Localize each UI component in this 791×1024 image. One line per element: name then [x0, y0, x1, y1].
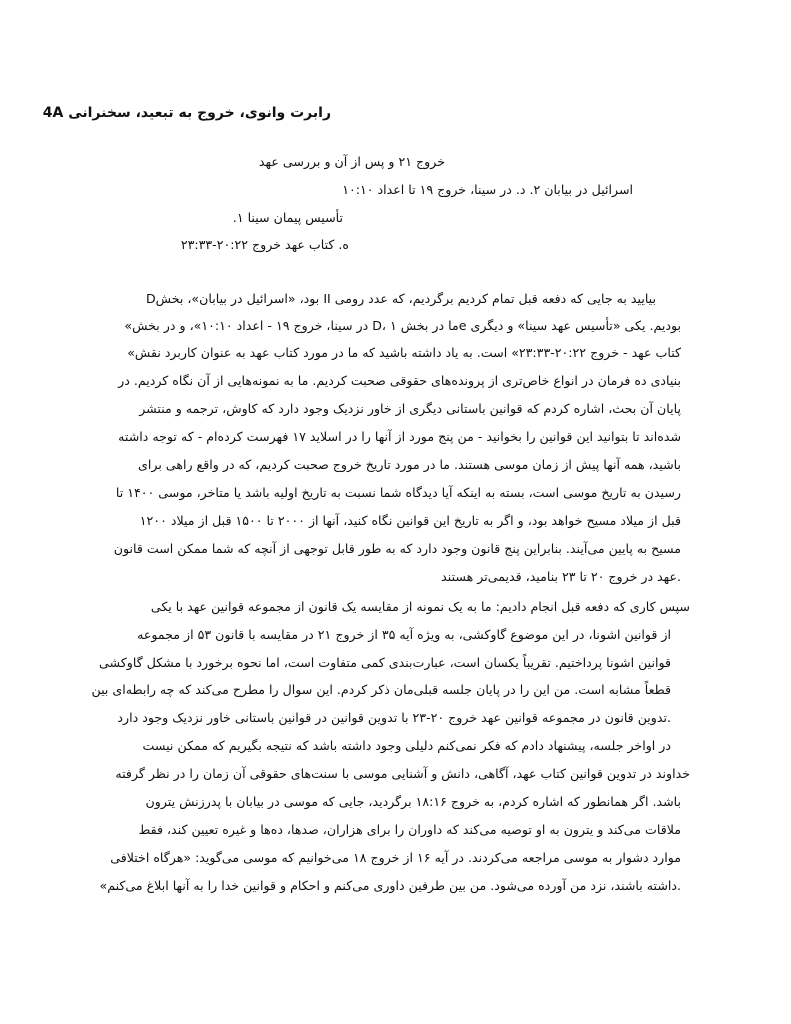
- text-line: .داشته باشند، نزد من آورده می‌شود. من بین طرفین داوری می‌کنم و احکام و قوانین خدا را به آنها ابلاغ می‌کنم»: [99, 878, 681, 893]
- text-line: باشد. اگر همانطور که اشاره کردم، به خروج ۱۸:۱۶ برگردید، جایی که موسی در بیابان با پدرزنش یترون: [145, 794, 681, 809]
- text-line: پایان آن بحث، اشاره کردم که قوانین باستانی دیگری از خاور نزدیک وجود دارد که کاوش، ترجمه و منتشر: [139, 401, 681, 416]
- outline-line: خروج ۲۱ و پس از آن و بررسی عهد: [258, 154, 445, 169]
- text-line: بنیادی ده فرمان در انواع خاص‌تری از پرونده‌های حقوقی صحبت کردیم. ما به نمونه‌هایی از آن نگاه کردیم. در: [118, 373, 681, 388]
- text-line: در اواخر جلسه، پیشنهاد دادم که فکر نمی‌کنم دلیلی وجود داشته باشد که نتیجه بگیریم که ممکن نیست: [142, 738, 671, 753]
- text-line: .تدوین قانون در مجموعه قوانین عهد خروج ۲۰-۲۳ با تدوین قوانین در قوانین باستانی خاور نزدیک وجود دارد: [117, 710, 671, 725]
- text-line: از قوانین اشونا، در این موضوع گاوکشی، به ویژه آیه ۳۵ از خروج ۲۱ در مقایسه با قانون ۵۳ از مجموعه: [137, 627, 671, 642]
- text-line: باشید، همه آنها پیش از زمان موسی هستند. ما در مورد تاریخ خروج صحبت کردیم، که در واقع راهی برای: [138, 457, 681, 472]
- outline-line: تأسیس پیمان سینا ۱.: [232, 210, 343, 225]
- text-line: .عهد در خروج ۲۰ تا ۲۳ بنامید، قدیمی‌تر هستند: [441, 569, 681, 584]
- outline-line: ه. کتاب عهد خروج ۲۰:۲۲-۲۳:۳۳: [180, 237, 349, 252]
- text-line: رسیدن به تاریخ موسی است، بسته به اینکه آیا دیدگاه شما نسبت به تاریخ اولیه باشد یا متاخر، موسی ۱۴۰۰ تا: [115, 485, 681, 500]
- text-line: سپس کاری که دفعه قبل انجام دادیم: ما به یک نمونه از مقایسه یک قانون از مجموعه قوانین عهد با یکی: [150, 599, 690, 614]
- text-line: کتاب عهد - خروج ۲۰:۲۲-۲۳:۳۳» است. به یاد داشته باشید که ما در مورد کتاب عهد به عنوان کاربرد نقش»: [127, 345, 681, 360]
- text-line: Dبود، «اسرائیل در بیابان»، بخش II بیایید به جایی که دفعه قبل تمام کردیم برگردیم، که عدد رومی: [145, 291, 656, 306]
- text-line: بودیم. یکی «تأسیس عهد سینا» و دیگری eما در بخش ۱ ،D در سینا، خروج ۱۹ - اعداد ۱۰:۱۰»، و در بخش»: [124, 318, 681, 333]
- text-line: قبل از میلاد مسیح خواهد بود، و اگر به تاریخ این قوانین نگاه کنید، آنها از ۲۰۰۰ تا ۱۵۰۰ قبل از میلاد ۱۲۰۰: [139, 513, 681, 528]
- text-line: قطعاً مشابه است. من این را در پایان جلسه قبلی‌مان ذکر کردم. این سوال را مطرح می‌کند که چه رابطه‌ای بین: [91, 682, 671, 697]
- lecture-title: رابرت وانوی، خروج به تبعید، سخنرانی 4A: [42, 105, 331, 121]
- text-line: موارد دشوار به موسی مراجعه می‌کردند. در آیه ۱۶ از خروج ۱۸ می‌خوانیم که موسی می‌گوید: «هرگاه اختلافی: [110, 850, 681, 865]
- text-line: قوانین اشونا پرداختیم. تقریباً یکسان است، عبارت‌بندی کمی متفاوت است، اما نحوه برخورد با مشکل گاوکشی: [99, 655, 671, 670]
- text-line: شده‌اند تا بتوانید این قوانین را بخوانید - من پنج مورد از آنها را در اسلاید ۱۷ فهرست کرده‌ام - که توجه داشته: [118, 429, 681, 444]
- text-line: ملاقات می‌کند و یترون به او توصیه می‌کند که داوران را برای هزاران، صدها، ده‌ها و غیره تعیین کند، فقط: [138, 822, 681, 837]
- text-line: مسیح به پایین می‌آیند. بنابراین پنج قانون وجود دارد که به طور قابل توجهی از آنچه که شما ممکن است قانون: [113, 541, 681, 556]
- outline-line: اسرائیل در بیابان ۲. د. در سینا، خروج ۱۹ تا اعداد ۱۰:۱۰: [342, 182, 633, 197]
- text-line: خداوند در تدوین قوانین کتاب عهد، آگاهی، دانش و آشنایی موسی با سنت‌های حقوقی آن زمان را در نظر گرفته: [115, 766, 690, 781]
